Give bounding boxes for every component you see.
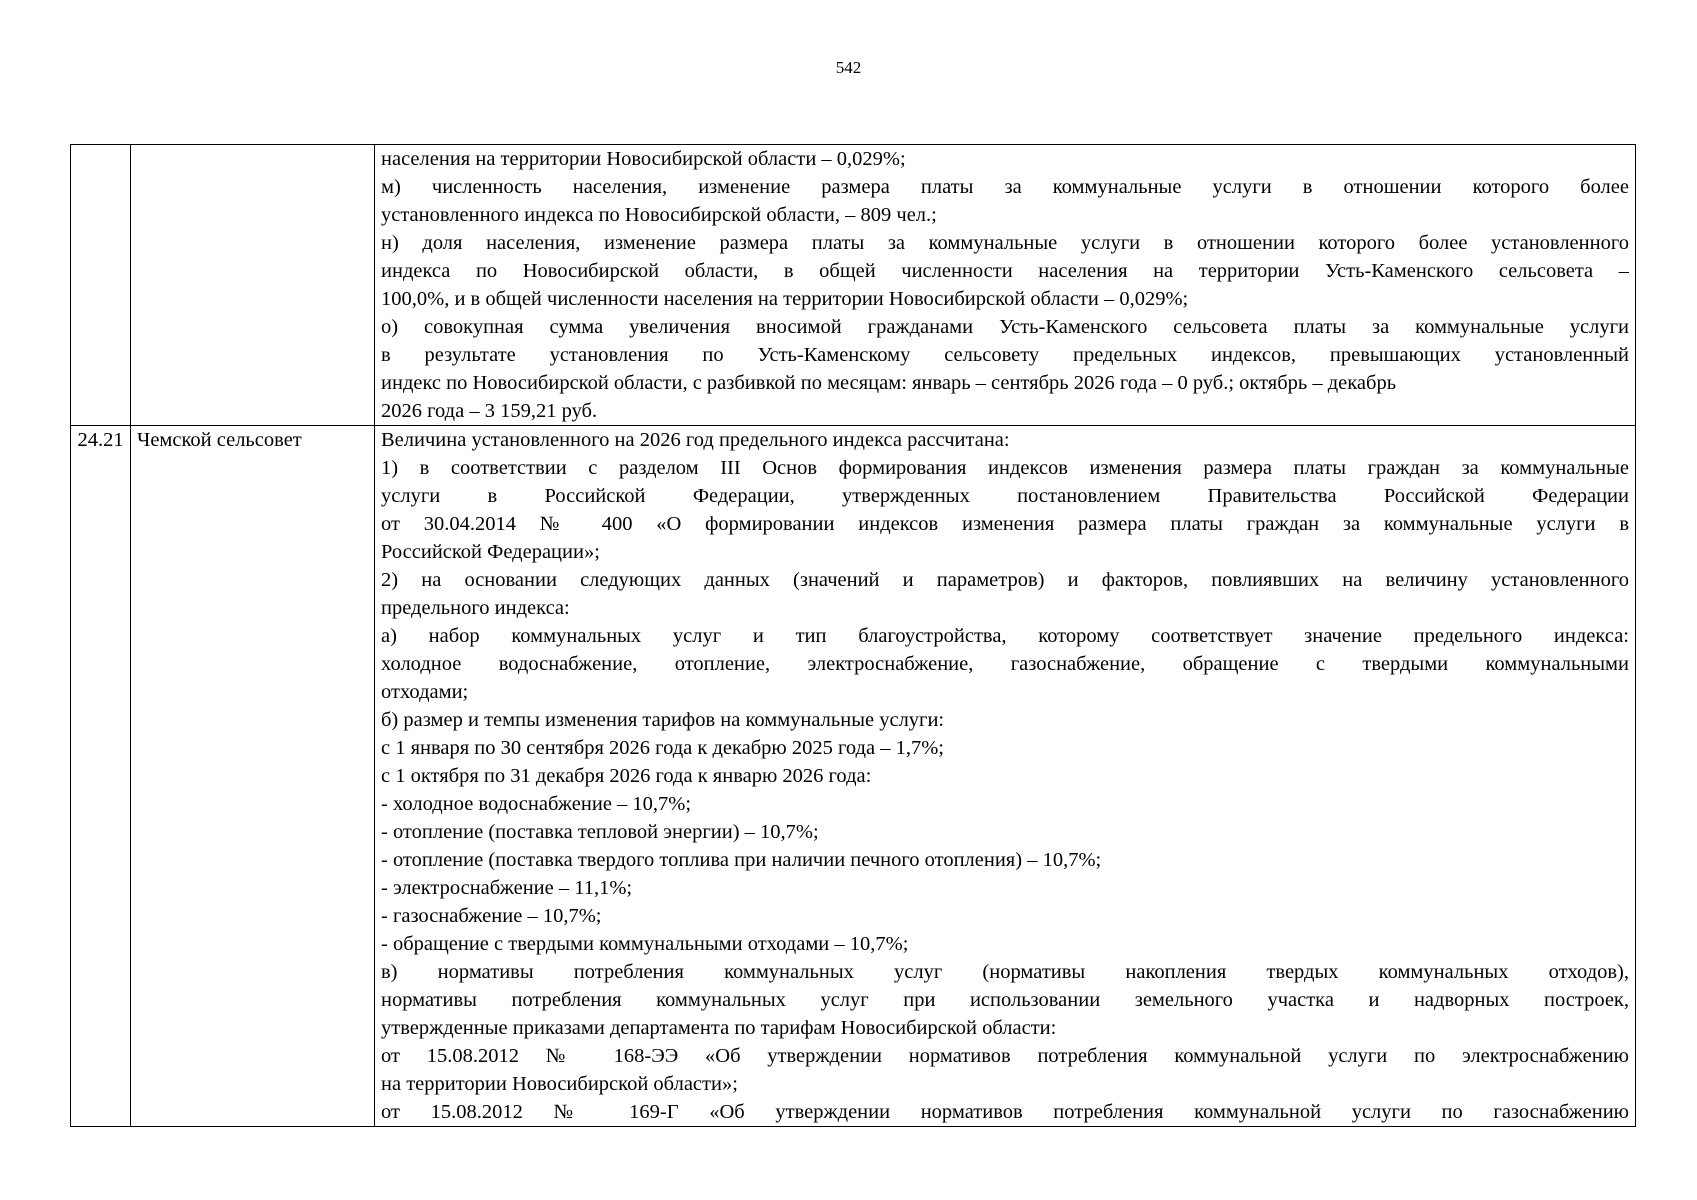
text-line: 1) в соответствии с разделом III Основ формирования индексов изменения размера платы граждан за коммунальные: [381, 457, 1629, 479]
page-number: 542: [835, 58, 862, 77]
text-line: б) размер и темпы изменения тарифов на коммунальные услуги:: [381, 709, 945, 731]
text-line: 100,0%, и в общей численности населения на территории Новосибирской области – 0,029%;: [381, 288, 1189, 310]
text-line: установленного индекса по Новосибирской области, – 809 чел.;: [381, 204, 937, 226]
text-line: м) численность населения, изменение размера платы за коммунальные услуги в отношении которого более: [381, 176, 1629, 198]
text-line: с 1 октября по 31 декабря 2026 года к январю 2026 года:: [381, 765, 872, 787]
text-line: Величина установленного на 2026 год предельного индекса рассчитана:: [381, 429, 1010, 451]
text-line: - отопление (поставка тепловой энергии) – 10,7%;: [381, 821, 819, 843]
text-line: утвержденные приказами департамента по тарифам Новосибирской области:: [381, 1017, 1057, 1039]
table-body: [71, 145, 1636, 1127]
document-table: [70, 144, 1636, 1127]
text-line: а) набор коммунальных услуг и тип благоустройства, которому соответствует значение предельного индекса:: [381, 625, 1629, 647]
text-line: - отопление (поставка твердого топлива при наличии печного отопления) – 10,7%;: [381, 849, 1102, 871]
text-line: н) доля населения, изменение размера платы за коммунальные услуги в отношении которого более установленного: [381, 232, 1629, 254]
text-line: 2) на основании следующих данных (значений и параметров) и факторов, повлиявших на величину установленного: [381, 569, 1629, 591]
text-line: - холодное водоснабжение – 10,7%;: [381, 793, 692, 815]
text-line: - электроснабжение – 11,1%;: [381, 877, 633, 899]
table-row: [71, 426, 1636, 1127]
text-line: на территории Новосибирской области»;: [381, 1073, 738, 1095]
row-text-cell: [375, 145, 1636, 426]
text-line: услуги в Российской Федерации, утвержденных постановлением Правительства Российской Федерации: [381, 485, 1629, 507]
text-line: холодное водоснабжение, отопление, электроснабжение, газоснабжение, обращение с твердыми коммунальными: [381, 653, 1629, 675]
text-line: нормативы потребления коммунальных услуг при использовании земельного участка и надворных построек,: [381, 989, 1629, 1011]
text-line: от 15.08.2012 № 168-ЭЭ «Об утверждении нормативов потребления коммунальной услуги по электроснабжению: [381, 1045, 1629, 1067]
text-line: индекс по Новосибирской области, с разбивкой по месяцам: январь – сентябрь 2026 года – 0 руб.; октябрь – декабрь: [381, 372, 1397, 394]
text-line: - обращение с твердыми коммунальными отходами – 10,7%;: [381, 933, 909, 955]
text-line: Российской Федерации»;: [381, 541, 600, 563]
row-number-cell: [71, 145, 131, 426]
row-name-cell: [131, 145, 375, 426]
text-line: о) совокупная сумма увеличения вносимой гражданами Усть-Каменского сельсовета платы за коммунальные услуги: [381, 316, 1629, 338]
text-line: в) нормативы потребления коммунальных услуг (нормативы накопления твердых коммунальных отходов),: [381, 961, 1629, 983]
text-line: от 30.04.2014 № 400 «О формировании индексов изменения размера платы граждан за коммунальные услуги в: [381, 513, 1629, 535]
text-line: отходами;: [381, 681, 469, 703]
text-line: - газоснабжение – 10,7%;: [381, 905, 602, 927]
text-line: от 15.08.2012 № 169-Г «Об утверждении нормативов потребления коммунальной услуги по газоснабжению: [381, 1101, 1629, 1123]
text-line: с 1 января по 30 сентября 2026 года к декабрю 2025 года – 1,7%;: [381, 737, 944, 759]
text-line: 2026 года – 3 159,21 руб.: [381, 400, 598, 422]
text-line: индекса по Новосибирской области, в общей численности населения на территории Усть-Каменского сельсовета –: [381, 260, 1629, 282]
row-text-cell: [375, 426, 1636, 1127]
row-number-cell: 24.21: [71, 426, 131, 1127]
table-row: [71, 145, 1636, 426]
text-line: в результате установления по Усть-Каменскому сельсовету предельных индексов, превышающих установленный: [381, 344, 1629, 366]
text-line: населения на территории Новосибирской области – 0,029%;: [381, 148, 906, 170]
row-name-cell: Чемской сельсовет: [131, 426, 375, 1127]
text-line: предельного индекса:: [381, 597, 570, 619]
